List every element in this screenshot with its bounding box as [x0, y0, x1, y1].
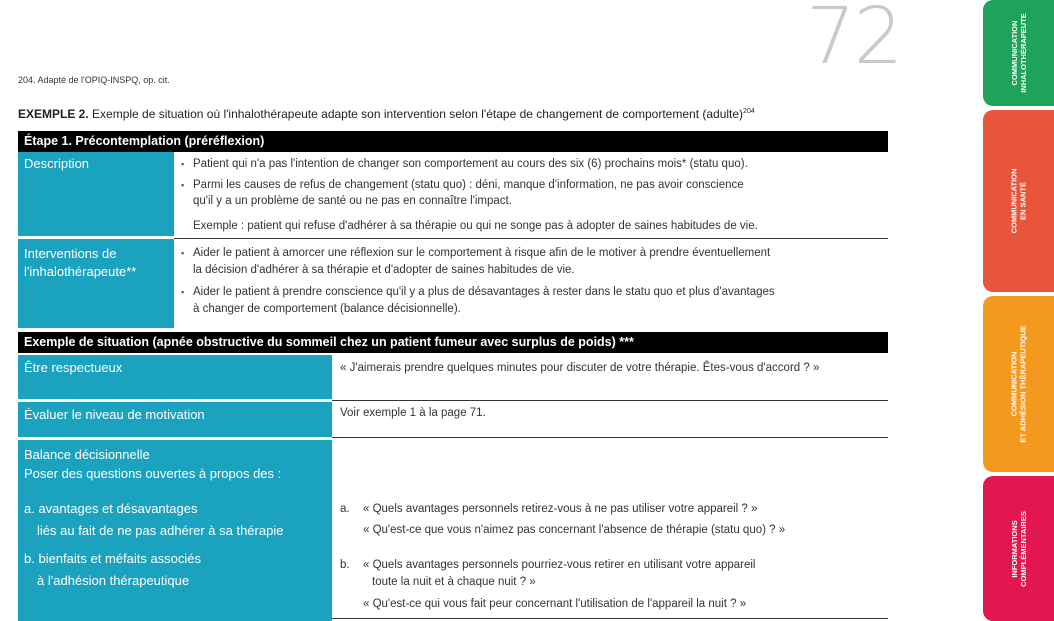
description-bullet-1: ▪ Patient qui n'a pas l'intention de changer son comportement au cours des six (6) prochains mois* (statu quo).: [193, 157, 748, 172]
intervention-bullet-2: ▪ Aider le patient à prendre conscience qu'il y a plus de désavantages à rester dans le statu quo et plus d'avantages: [193, 285, 775, 300]
description-example: Exemple : patient qui refuse d'adhérer à sa thérapie ou qui ne songe pas à adopter de saines habitudes de vie.: [193, 220, 758, 232]
b-marker: b.: [340, 559, 350, 571]
description-bullet-2-cont: qu'il y a un problème de santé ou ne pas en connaître l'impact.: [193, 195, 512, 207]
balance-label-line2: Poser des questions ouvertes à propos des :: [24, 466, 282, 481]
situation-header: Exemple de situation (apnée obstructive du sommeil chez un patient fumeur avec surplus de poids) ***: [18, 332, 888, 353]
motivation-label: [18, 402, 332, 437]
tab-label-line2: INHALOTHÉRAPEUTE: [1018, 13, 1028, 93]
tab-label: [1010, 13, 1028, 93]
stage-header: Étape 1. Précontemplation (préréflexion): [18, 131, 888, 152]
respect-text: « J'aimerais prendre quelques minutes pour discuter de votre thérapie. Êtes-vous d'accord ? »: [340, 362, 820, 374]
tab-label-line1: COMMUNICATION: [1009, 351, 1019, 417]
example-title: [18, 107, 755, 121]
motivation-text: Voir exemple 1 à la page 71.: [340, 407, 486, 419]
b-label-line2: à l'adhésion thérapeutique: [37, 573, 190, 588]
respect-label: [18, 355, 332, 399]
a-marker: a.: [340, 503, 350, 515]
divider: [332, 618, 888, 619]
a-label-line1: a. avantages et désavantages: [24, 501, 198, 516]
tab-communication-adhesion[interactable]: [983, 296, 1054, 472]
tab-communication-inhalotherapeute[interactable]: [983, 0, 1054, 106]
intervention-bullet-1-cont: la décision d'adhérer à sa thérapie et d'adopter de saines habitudes de vie.: [193, 264, 575, 276]
tab-communication-en-sante[interactable]: [983, 110, 1054, 292]
a-text-1: « Quels avantages personnels retirez-vous à ne pas utiliser votre appareil ? »: [363, 503, 758, 515]
intervention-bullet-1: ▪ Aider le patient à amorcer une réflexion sur le comportement à risque afin de le motiver à prendre éventuellement: [193, 246, 770, 261]
tab-label-line2: ET ADHÉSION THÉRAPEUTIQUE: [1018, 325, 1028, 443]
example-title-text: Exemple de situation où l'inhalothérapeute adapte son intervention selon l'étape de changement de comportement (adulte): [92, 107, 744, 121]
tab-label-line1: INFORMATIONS: [1009, 519, 1019, 578]
b-text-1: « Quels avantages personnels pourriez-vous retirer en utilisant votre appareil: [363, 559, 756, 571]
tab-label-line1: COMMUNICATION: [1009, 20, 1019, 86]
tab-label: [1010, 511, 1028, 587]
tab-label: [1009, 169, 1027, 234]
divider: [332, 400, 888, 401]
description-label: [18, 152, 174, 236]
tab-label: [1010, 325, 1028, 442]
tab-informations-complementaires[interactable]: [983, 476, 1054, 621]
tab-label-line2: EN SANTÉ: [1018, 182, 1028, 220]
a-label-line2: liés au fait de ne pas adhérer à sa thérapie: [37, 523, 284, 538]
interventions-label-line2: l'inhalothérapeute**: [24, 264, 137, 279]
interventions-label-line1: Interventions de: [24, 246, 117, 261]
interventions-label: [18, 239, 174, 328]
description-label-text: Description: [24, 156, 90, 171]
divider: [332, 437, 888, 438]
a-text-2: « Qu'est-ce que vous n'aimez pas concernant l'absence de thérapie (statu quo) ? »: [363, 524, 786, 536]
example-ref: 204: [743, 108, 755, 115]
footnote: 204. Adapté de l'OPIQ-INSPQ, op. cit.: [18, 75, 170, 85]
balance-label-line1: Balance décisionnelle: [24, 447, 150, 462]
b-text-3: « Qu'est-ce qui vous fait peur concernant l'utilisation de l'appareil la nuit ? »: [363, 598, 747, 610]
divider: [174, 238, 888, 239]
intervention-bullet-2-cont: à changer de comportement (balance décisionnelle).: [193, 303, 461, 315]
example-label: EXEMPLE 2.: [18, 107, 89, 121]
tab-label-line2: COMPLÉMENTAIRES: [1018, 510, 1028, 587]
b-label-line1: b. bienfaits et méfaits associés: [24, 551, 202, 566]
motivation-label-text: Évaluer le niveau de motivation: [24, 407, 205, 422]
b-text-2: toute la nuit et à chaque nuit ? »: [372, 576, 536, 588]
description-bullet-2: ▪ Parmi les causes de refus de changement (statu quo) : déni, manque d'information, ne pas avoir conscience: [193, 178, 744, 193]
respect-label-text: Être respectueux: [24, 360, 123, 375]
page-number: 72: [806, 0, 902, 82]
tab-label-line1: COMMUNICATION: [1009, 168, 1019, 234]
balance-label: [18, 440, 332, 621]
